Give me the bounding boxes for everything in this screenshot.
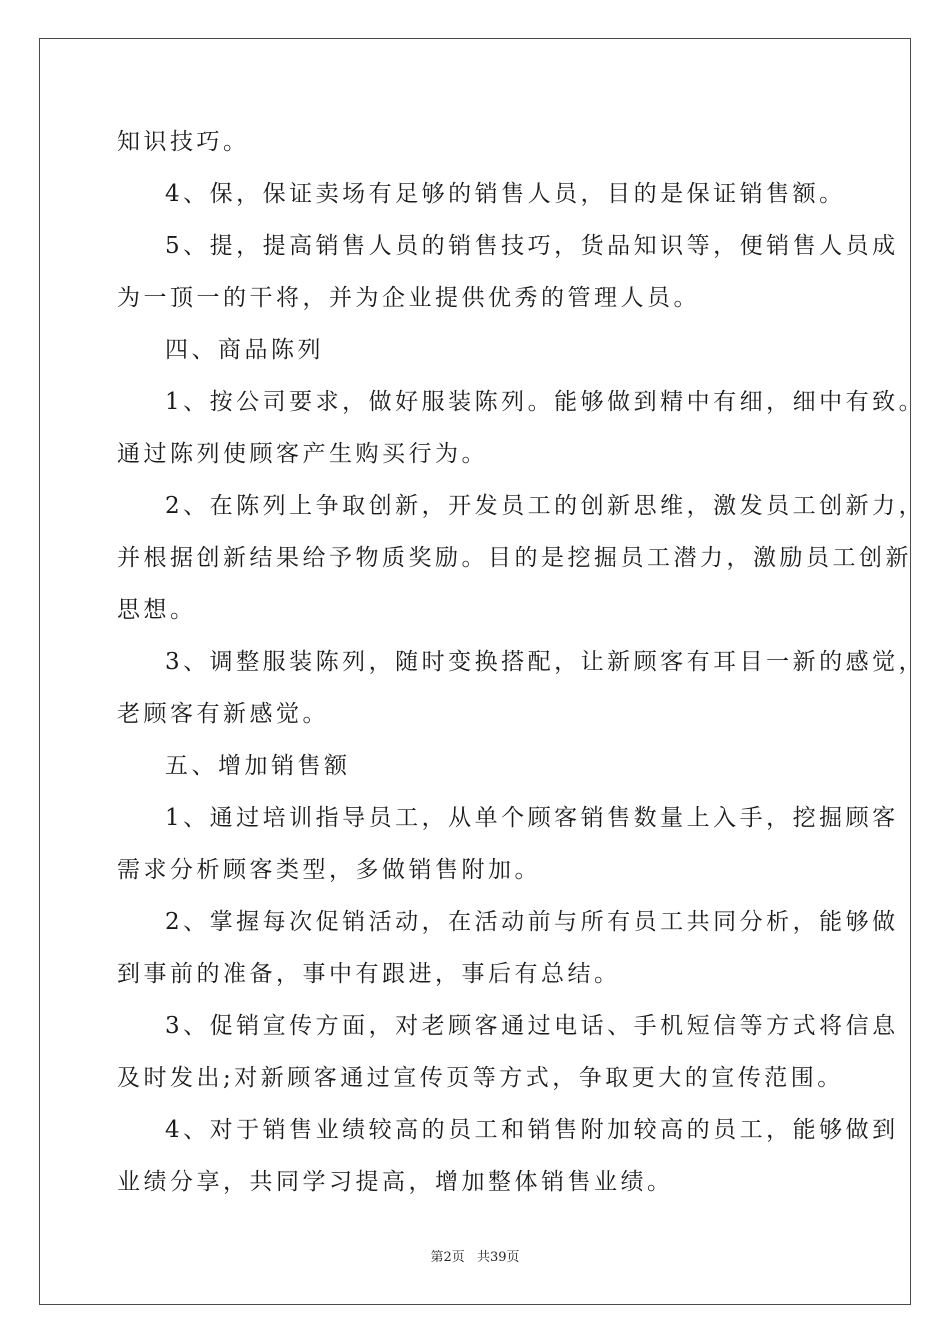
page-total: 共39页 [476,1250,520,1265]
paragraph-line: 老顾客有新感觉。 [117,701,329,727]
paragraph-line: 2、在陈列上争取创新，开发员工的创新思维，激发员工创新力， [165,493,926,519]
paragraph-line: 1、通过培训指导员工，从单个顾客销售数量上入手，挖掘顾客 [165,805,899,831]
page-footer [0,1246,950,1265]
paragraph-line: 3、促销宣传方面，对老顾客通过电话、手机短信等方式将信息 [165,1013,899,1039]
paragraph-line: 及时发出;对新顾客通过宣传页等方式，争取更大的宣传范围。 [117,1065,844,1091]
paragraph-line: 4、保，保证卖场有足够的销售人员，目的是保证销售额。 [165,181,846,207]
section-heading: 四、商品陈列 [165,337,324,363]
paragraph-line: 业绩分享，共同学习提高，增加整体销售业绩。 [117,1169,674,1195]
paragraph-line: 需求分析顾客类型，多做销售附加。 [117,857,541,883]
paragraph-line: 并根据创新结果给予物质奖励。目的是挖掘员工潜力，激励员工创新 [117,545,912,571]
paragraph-line: 3、调整服装陈列，随时变换搭配，让新顾客有耳目一新的感觉， [165,649,926,675]
paragraph-line: 到事前的准备，事中有跟进，事后有总结。 [117,961,621,987]
paragraph-line: 通过陈列使顾客产生购买行为。 [117,441,488,467]
paragraph-line: 知识技巧。 [117,129,250,155]
paragraph-line: 1、按公司要求，做好服装陈列。能够做到精中有细，细中有致。 [165,389,926,415]
page-number: 第2页 [430,1250,465,1265]
section-heading: 五、增加销售额 [165,753,351,779]
paragraph-line: 为一顶一的干将，并为企业提供优秀的管理人员。 [117,285,700,311]
paragraph-line: 5、提，提高销售人员的销售技巧，货品知识等，便销售人员成 [165,233,899,259]
paragraph-line: 2、掌握每次促销活动，在活动前与所有员工共同分析，能够做 [165,909,899,935]
paragraph-line: 思想。 [117,597,197,623]
paragraph-line: 4、对于销售业绩较高的员工和销售附加较高的员工，能够做到 [165,1117,899,1143]
